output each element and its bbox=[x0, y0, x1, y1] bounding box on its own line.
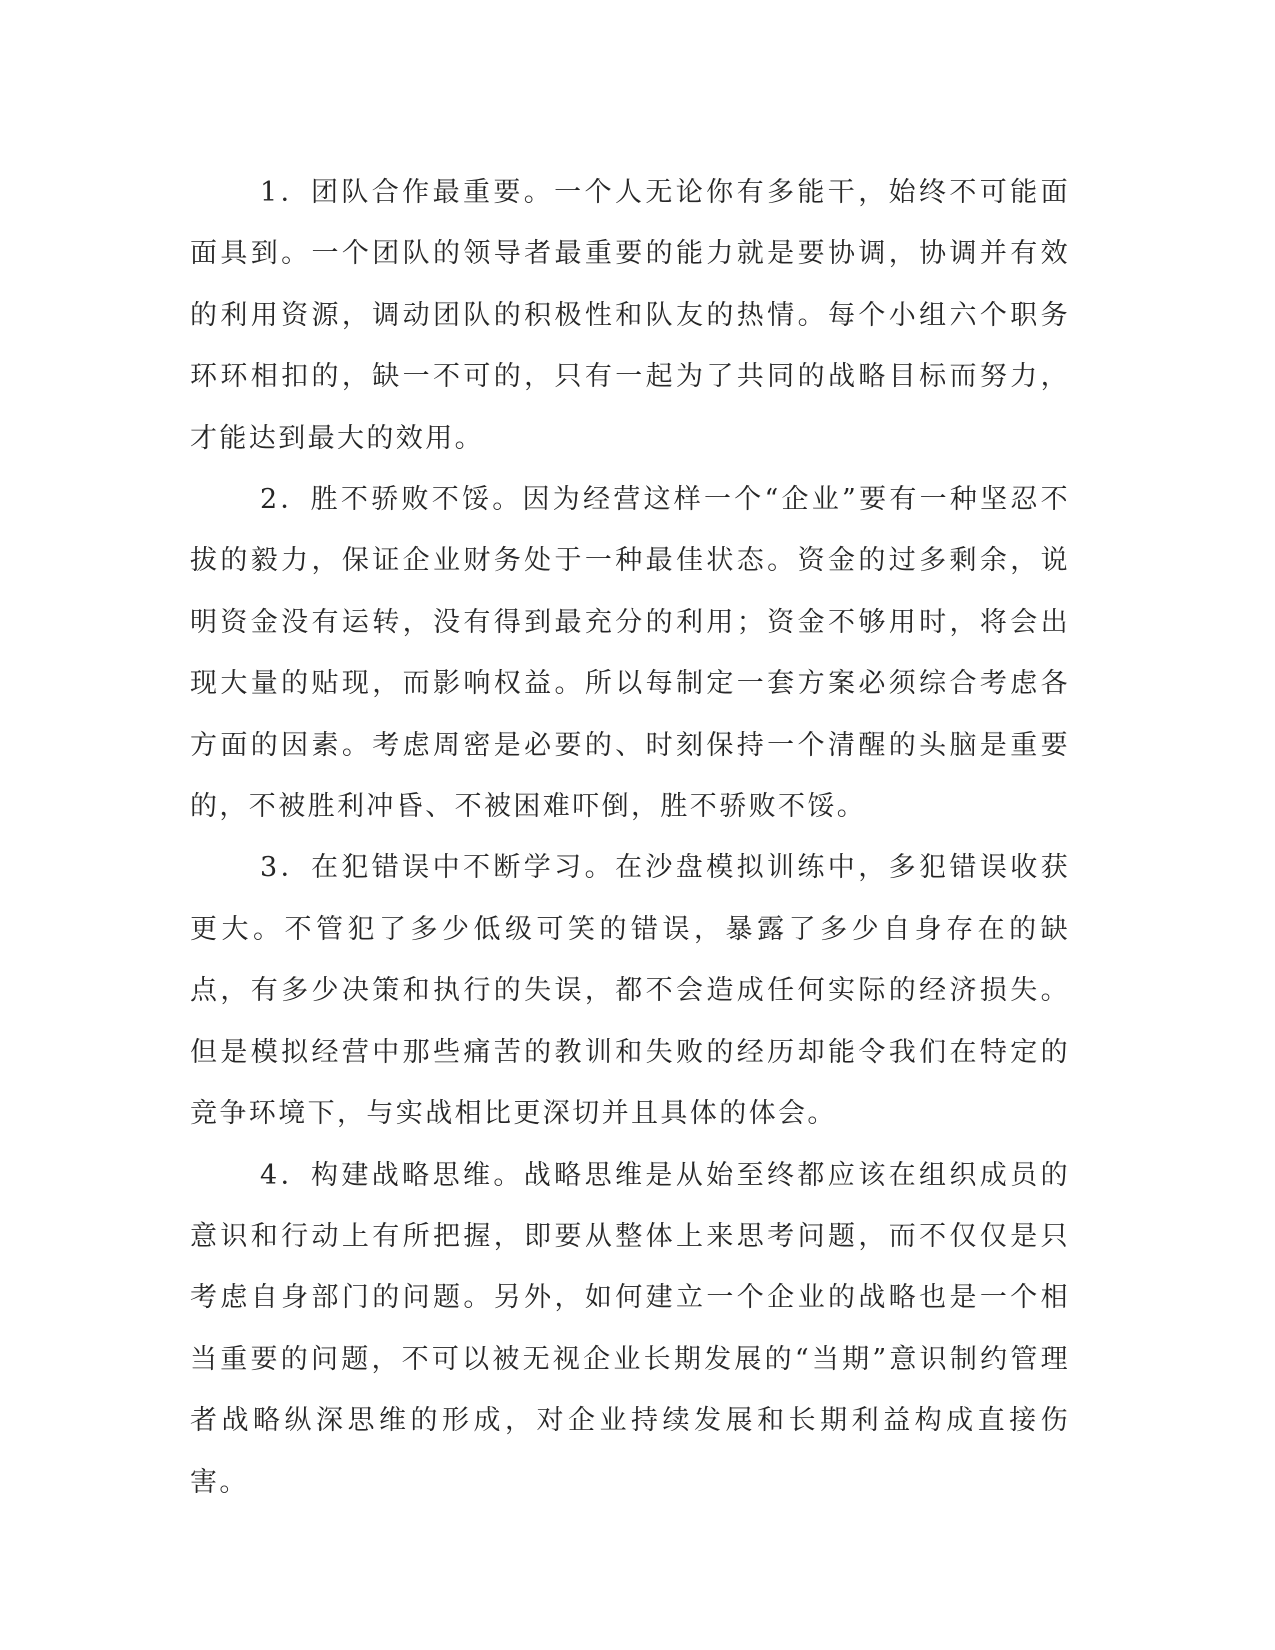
paragraph-perseverance: 2．胜不骄败不馁。因为经营这样一个“企业”要有一种坚忍不拔的毅力，保证企业财务处于一种最佳状态。资金的过多剩余，说明资金没有运转，没有得到最充分的利用；资金不够用时，将会出现大量的贴现，而影响权益。所以每制定一套方案必须综合考虑各方面的因素。考虑周密是必要的、时刻保持一个清醒的头脑是重要的，不被胜利冲昏、不被困难吓倒，胜不骄败不馁。 bbox=[190, 484, 1070, 823]
document-body bbox=[190, 162, 1070, 1513]
paragraph-strategic-thinking: 4．构建战略思维。战略思维是从始至终都应该在组织成员的意识和行动上有所把握，即要从整体上来思考问题，而不仅仅是只考虑自身部门的问题。另外，如何建立一个企业的战略也是一个相当重要的问题，不可以被无视企业长期发展的“当期”意识制约管理者战略纵深思维的形成，对企业持续发展和长期利益构成直接伤害。 bbox=[190, 1159, 1070, 1498]
paragraph-teamwork: 1．团队合作最重要。一个人无论你有多能干，始终不可能面面具到。一个团队的领导者最重要的能力就是要协调，协调并有效的利用资源，调动团队的积极性和队友的热情。每个小组六个职务环环相扣的，缺一不可的，只有一起为了共同的战略目标而努力，才能达到最大的效用。 bbox=[190, 177, 1070, 454]
paragraph-learning-from-mistakes: 3．在犯错误中不断学习。在沙盘模拟训练中，多犯错误收获更大。不管犯了多少低级可笑的错误，暴露了多少自身存在的缺点，有多少决策和执行的失误，都不会造成任何实际的经济损失。但是模拟经营中那些痛苦的教训和失败的经历却能令我们在特定的竞争环境下，与实战相比更深切并且具体的体会。 bbox=[190, 852, 1070, 1130]
